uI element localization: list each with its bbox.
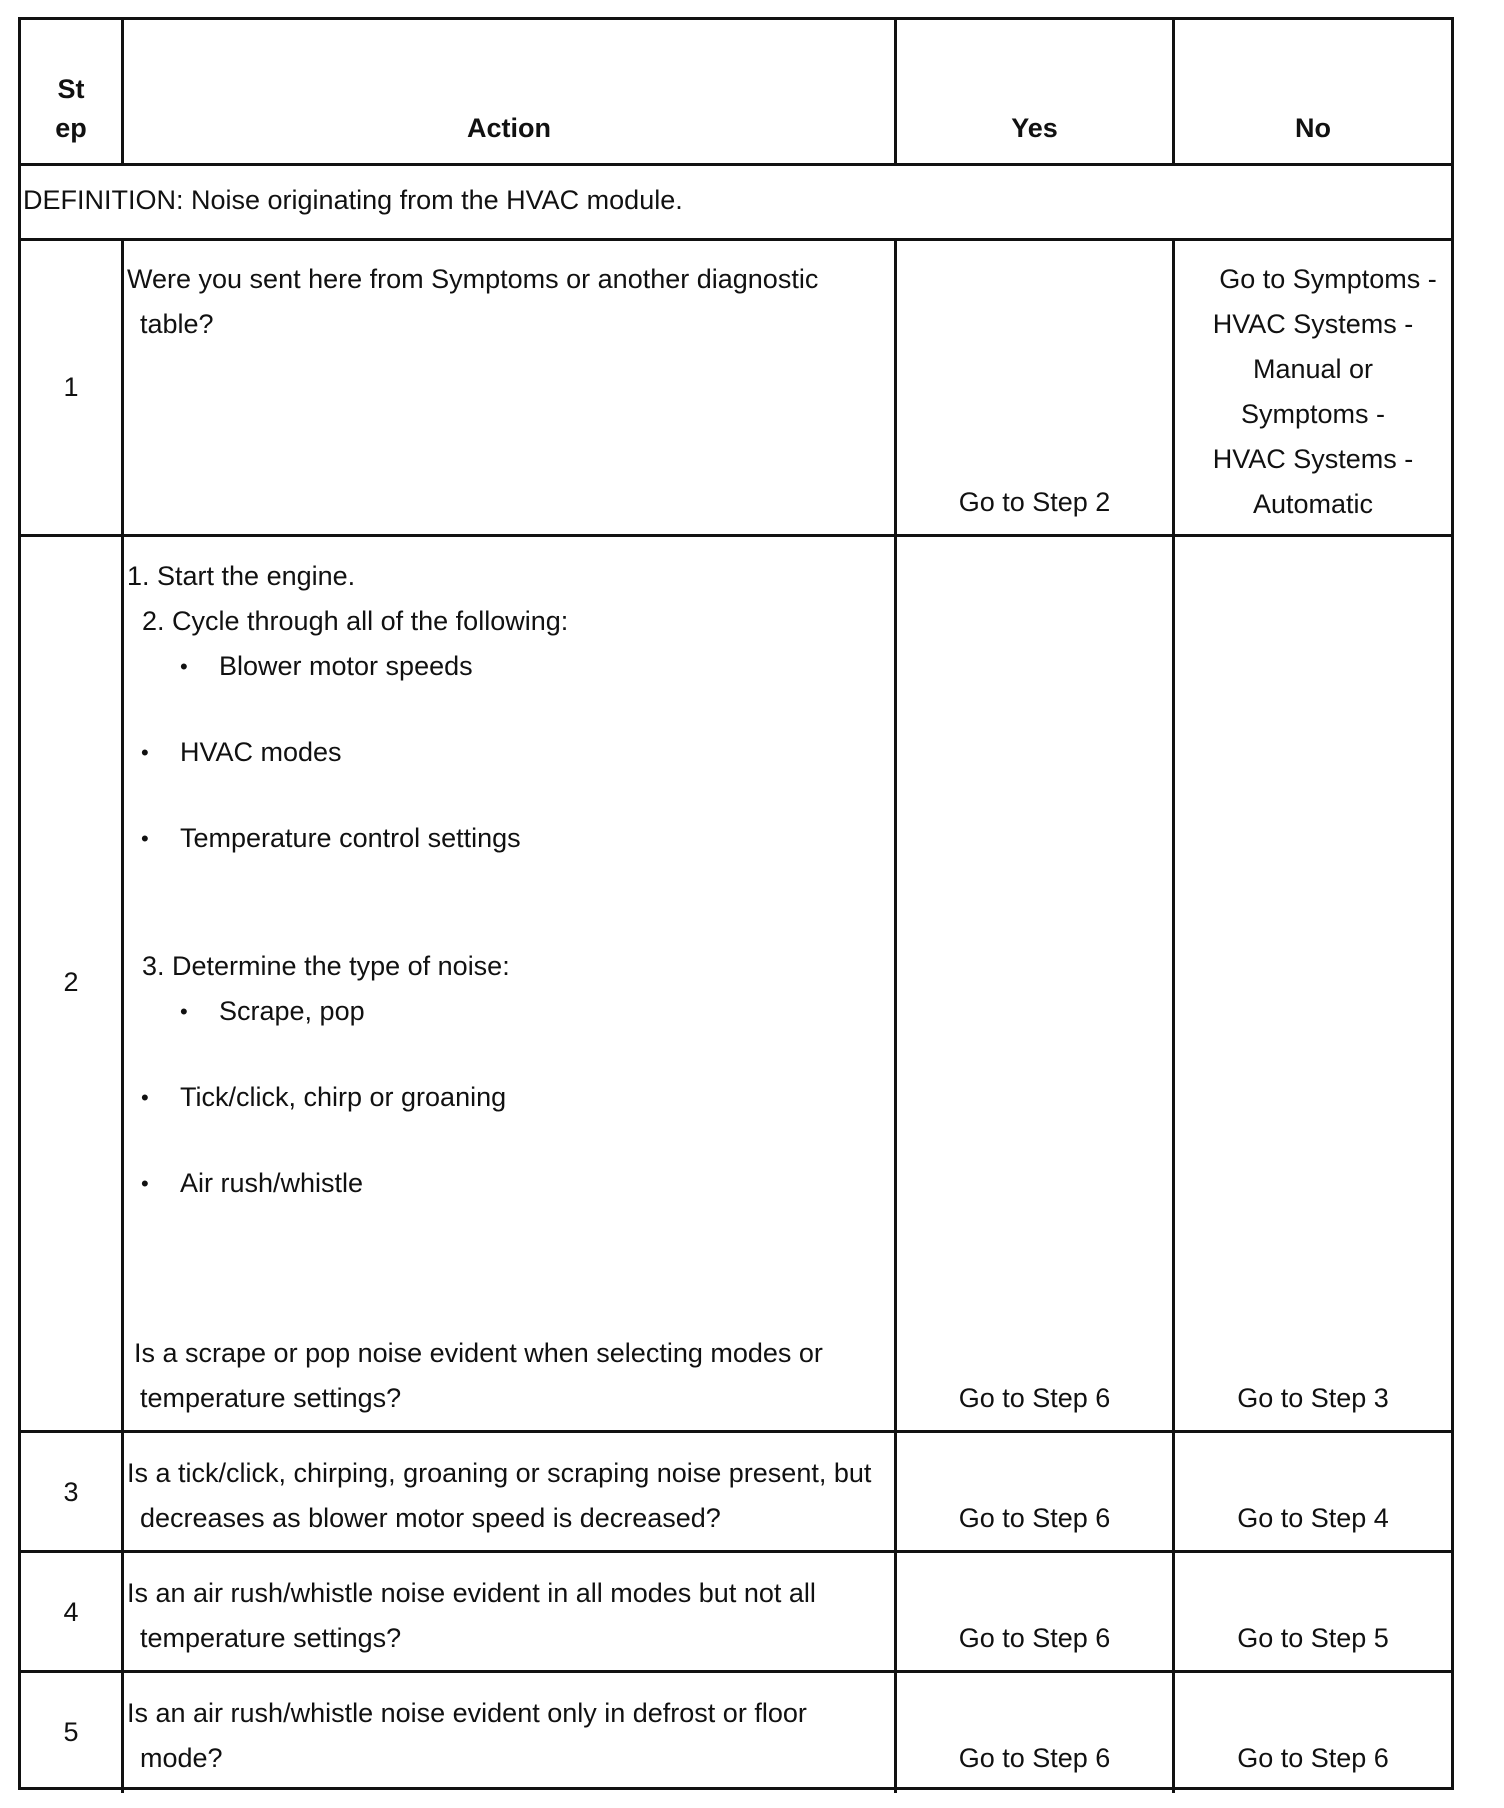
row-divider — [21, 534, 1451, 537]
instruction-item: 3. Determine the type of noise: — [142, 951, 510, 981]
header-step-line: ep — [55, 113, 87, 143]
instruction-bullet: Air rush/whistle — [180, 1168, 364, 1198]
row-divider — [21, 1670, 1451, 1673]
action-text: temperature settings? — [140, 1383, 402, 1413]
row-divider — [21, 238, 1451, 241]
action-text: Is an air rush/whistle noise evident in all modes but not all — [127, 1578, 816, 1608]
no-result-line: Automatic — [1252, 489, 1374, 519]
row-divider — [21, 163, 1451, 166]
no-result: Go to Step 4 — [1237, 1503, 1389, 1533]
column-divider-action — [894, 241, 897, 1793]
step-number: 4 — [63, 1597, 79, 1627]
header-step — [21, 70, 121, 148]
yes-result: Go to Step 6 — [958, 1503, 1111, 1533]
instruction-bullet: Tick/click, chirp or groaning — [180, 1082, 507, 1112]
step-number: 1 — [63, 372, 79, 402]
definition-text: DEFINITION: Noise originating from the HVAC module. — [23, 185, 683, 215]
row-divider — [21, 1550, 1451, 1553]
header-yes: Yes — [1011, 113, 1058, 143]
action-text: Is a tick/click, chirping, groaning or scraping noise present, but — [127, 1458, 872, 1488]
no-result-line: Symptoms - — [1240, 399, 1386, 429]
bullet-icon: • — [141, 1171, 149, 1196]
header-no: No — [1295, 113, 1331, 143]
column-divider-step — [121, 241, 124, 1793]
step-number: 5 — [63, 1717, 79, 1747]
bullet-icon: • — [141, 740, 149, 765]
no-result-line: HVAC Systems - — [1212, 444, 1414, 474]
no-result: Go to Step 6 — [1237, 1743, 1389, 1773]
no-result-line: Manual or — [1252, 354, 1374, 384]
instruction-bullet: Temperature control settings — [180, 823, 521, 853]
no-result-line: Go to Symptoms - — [1219, 264, 1437, 294]
yes-result: Go to Step 2 — [958, 487, 1111, 517]
action-text: decreases as blower motor speed is decreased? — [140, 1503, 721, 1533]
step-number: 2 — [63, 967, 79, 997]
header-action: Action — [467, 113, 551, 143]
no-result-line: HVAC Systems - — [1212, 309, 1414, 339]
instruction-bullet: Scrape, pop — [219, 996, 365, 1026]
action-text: temperature settings? — [140, 1623, 402, 1653]
action-text: table? — [140, 309, 214, 339]
instruction-bullet: HVAC modes — [180, 737, 342, 767]
yes-result: Go to Step 6 — [958, 1623, 1111, 1653]
action-text: Were you sent here from Symptoms or another diagnostic — [127, 264, 819, 294]
no-result: Go to Step 3 — [1237, 1383, 1389, 1413]
step-number: 3 — [63, 1477, 79, 1507]
action-text: Is a scrape or pop noise evident when selecting modes or — [134, 1338, 823, 1368]
bullet-icon: • — [141, 1085, 149, 1110]
diagnostic-table — [18, 17, 1454, 1790]
bullet-icon: • — [180, 999, 188, 1024]
instruction-item: 2. Cycle through all of the following: — [142, 606, 569, 636]
bullet-icon: • — [180, 654, 188, 679]
yes-result: Go to Step 6 — [958, 1383, 1111, 1413]
action-text: Is an air rush/whistle noise evident only in defrost or floor — [127, 1698, 807, 1728]
bullet-icon: • — [141, 826, 149, 851]
instruction-item: 1. Start the engine. — [127, 561, 356, 591]
no-result — [1175, 257, 1451, 527]
header-step-line: St — [57, 74, 85, 104]
instruction-bullet: Blower motor speeds — [219, 651, 473, 681]
action-text: mode? — [140, 1743, 223, 1773]
row-divider — [21, 1430, 1451, 1433]
yes-result: Go to Step 6 — [958, 1743, 1111, 1773]
no-result: Go to Step 5 — [1237, 1623, 1389, 1653]
